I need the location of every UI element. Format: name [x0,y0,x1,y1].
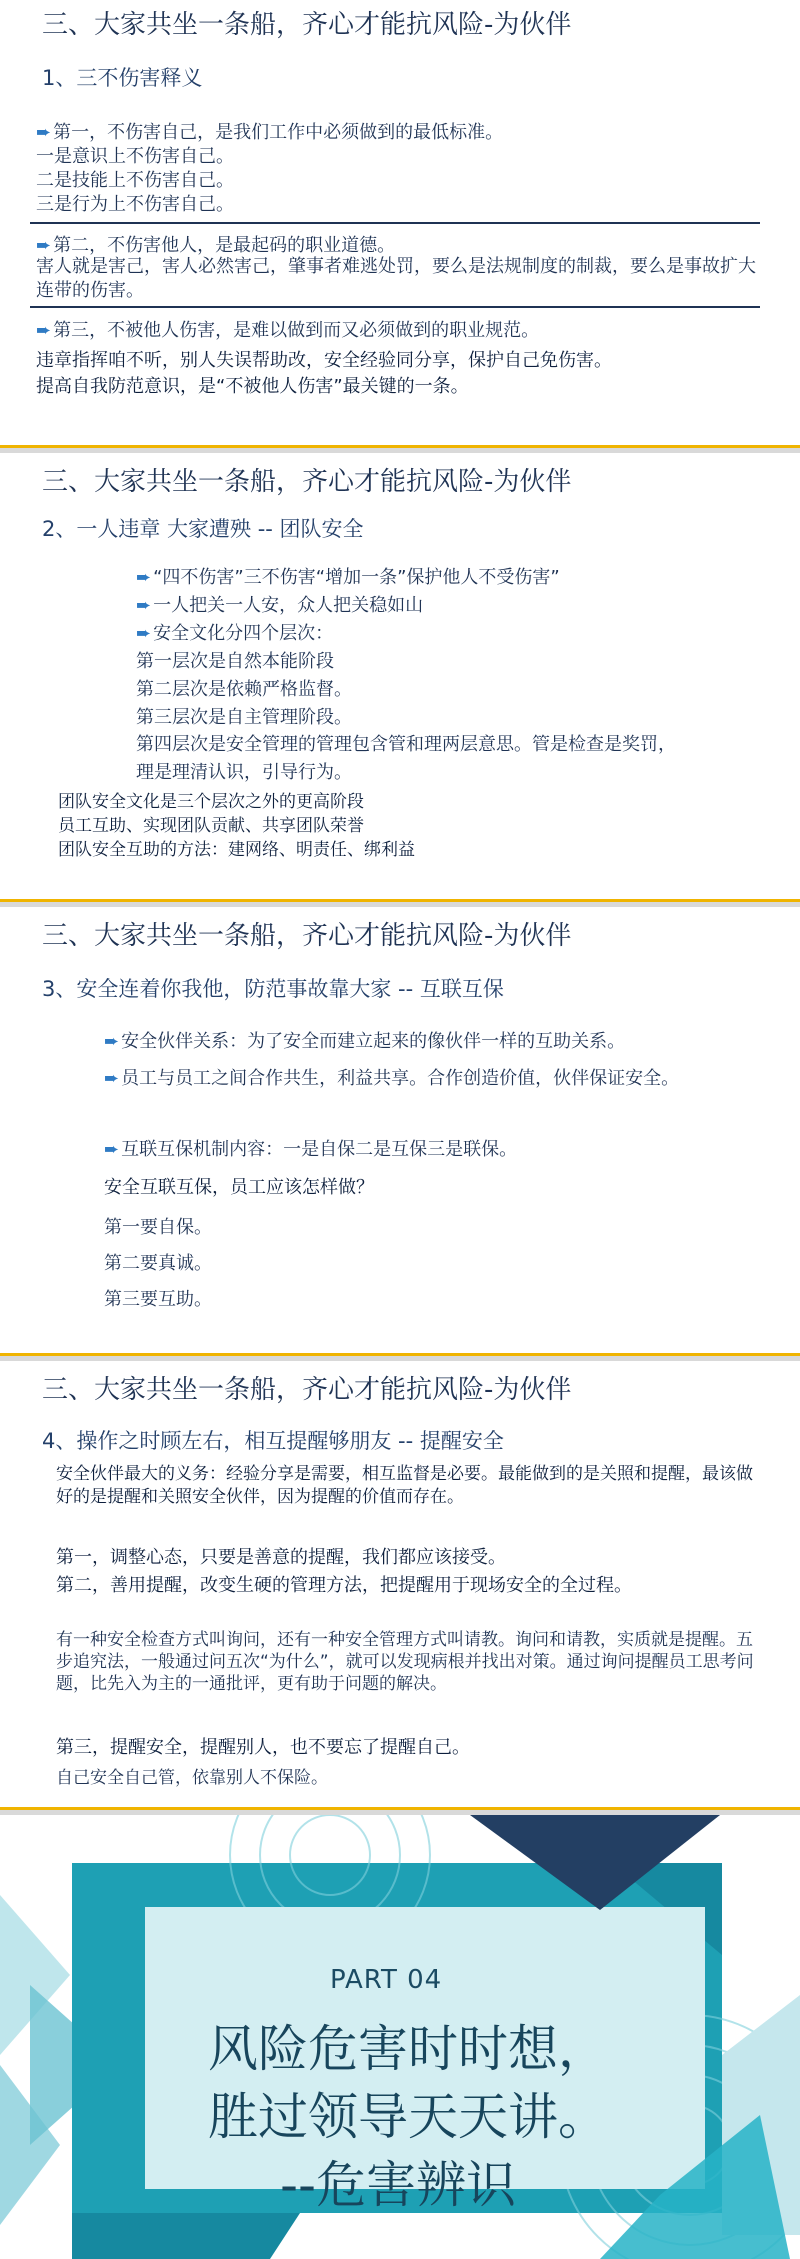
divider [30,306,760,308]
section-subtitle: 2、一人违章 大家遭殃 -- 团队安全 [42,517,364,541]
bullet-four-no-harm: ➨ “四不伤害”三不伤害“增加一条”保护他人不受伤害” [136,567,560,588]
point-one-a: 一是意识上不伤害自己。 [36,146,234,167]
partner-duty: 安全伙伴最大的义务：经验分享是需要，相互监督是必要。最能做到的是关照和提醒，最该做好的是提醒和关照安全伙伴，因为提醒的价值而存在。 [56,1464,753,1507]
level-one: 第一层次是自然本能阶段 [136,651,334,672]
point-three: ➨ 第三，不被他人伤害，是难以做到而又必须做到的职业规范。 [36,320,540,341]
arrow-bullet-icon: ➨ [36,122,52,143]
first-adjust: 第一，调整心态，只要是善意的提醒，我们都应该接受。 [56,1547,506,1568]
step-three: 第三要互助。 [104,1289,212,1310]
self-management: 自己安全自己管，依靠别人不保险。 [56,1768,328,1788]
arrow-bullet-icon: ➨ [104,1068,120,1089]
slide-team-safety [0,453,800,902]
slide-title: 三、大家共坐一条船，齐心才能抗风险-为伙伴 [42,921,572,951]
slide-reminder-safety [0,1361,800,1810]
bullet-culture-levels: ➨ 安全文化分四个层次： [136,623,334,644]
cover-part-label: PART 04 [330,1965,443,1995]
second-use-reminder: 第二，善用提醒，改变生硬的管理方法，把提醒用于现场安全的全过程。 [56,1575,632,1596]
slide-title: 三、大家共坐一条船，齐心才能抗风险-为伙伴 [42,467,572,497]
question: 安全互联互保，员工应该怎样做？ [104,1177,374,1198]
section-subtitle: 4、操作之时顾左右，相互提醒够朋友 -- 提醒安全 [42,1429,504,1453]
team-methods: 团队安全互助的方法：建网络、明责任、绑利益 [58,840,415,860]
slide-title: 三、大家共坐一条船，齐心才能抗风险-为伙伴 [42,10,572,40]
arrow-bullet-icon: ➨ [36,235,52,256]
third-self-reminder: 第三，提醒安全，提醒别人，也不要忘了提醒自己。 [56,1737,470,1758]
point-two-detail: 害人就是害己，害人必然害己，肇事者难逃处罚，要么是法规制度的制裁，要么是事故扩大连带的伤害。 [36,256,756,301]
bullet-checkpoint: ➨ 一人把关一人安，众人把关稳如山 [136,595,424,616]
level-four: 第四层次是安全管理的管理包含管和理两层意思。管是检查是奖罚，理是理清认识，引导行为。 [136,734,676,783]
point-one-c: 三是行为上不伤害自己。 [36,194,234,215]
arrow-bullet-icon: ➨ [136,595,152,616]
extra-level: 团队安全文化是三个层次之外的更高阶段 [58,792,364,812]
team-mutual-aid: 员工互助、实现团队贡献、共享团队荣誉 [58,816,364,836]
section-subtitle: 3、安全连着你我他，防范事故靠大家 -- 互联互保 [42,977,504,1001]
point-two: ➨ 第二，不伤害他人，是最起码的职业道德。 [36,235,396,256]
point-three-b: 提高自我防范意识，是“不被他人伤害”最关键的一条。 [36,376,469,397]
slide-three-no-harm [0,0,800,448]
arrow-bullet-icon: ➨ [104,1031,120,1052]
slide-mutual-protection [0,907,800,1356]
arrow-bullet-icon: ➨ [104,1139,120,1160]
step-one: 第一要自保。 [104,1217,212,1238]
arrow-bullet-icon: ➨ [136,567,152,588]
cover-line-one: 风险危害时时想， [208,2020,608,2078]
point-three-a: 违章指挥咱不听，别人失误帮助改，安全经验同分享，保护自己免伤害。 [36,350,612,371]
slide-part-cover [0,1815,800,2259]
level-three: 第三层次是自主管理阶段。 [136,707,352,728]
step-two: 第二要真诚。 [104,1253,212,1274]
section-subtitle: 1、三不伤害释义 [42,66,203,90]
arrow-bullet-icon: ➨ [36,320,52,341]
inquiry-method: 有一种安全检查方式叫询问，还有一种安全管理方式叫请教。询问和请教，实质就是提醒。五步追究法，一般通过问五次“为什么”，就可以发现病根并找出对策。通过询问提醒员工思考问题，比先入为主的一通批评，更有助于问题的解决。 [56,1630,754,1694]
bullet-cooperation: ➨ 员工与员工之间合作共生，利益共享。合作创造价值，伙伴保证安全。 [104,1063,704,1095]
bullet-partner-relation: ➨ 安全伙伴关系：为了安全而建立起来的像伙伴一样的互助关系。 [104,1031,626,1052]
cover-line-two: 胜过领导天天讲。 [208,2088,608,2146]
level-two: 第二层次是依赖严格监督。 [136,679,352,700]
divider [30,222,760,224]
point-one-b: 二是技能上不伤害自己。 [36,170,234,191]
arrow-bullet-icon: ➨ [136,623,152,644]
slide-title: 三、大家共坐一条船，齐心才能抗风险-为伙伴 [42,1375,572,1405]
cover-line-three: --危害辨识 [280,2156,517,2214]
point-one: ➨ 第一，不伤害自己，是我们工作中必须做到的最低标准。 [36,122,504,143]
bullet-mechanism: ➨ 互联互保机制内容：一是自保二是互保三是联保。 [104,1139,518,1160]
